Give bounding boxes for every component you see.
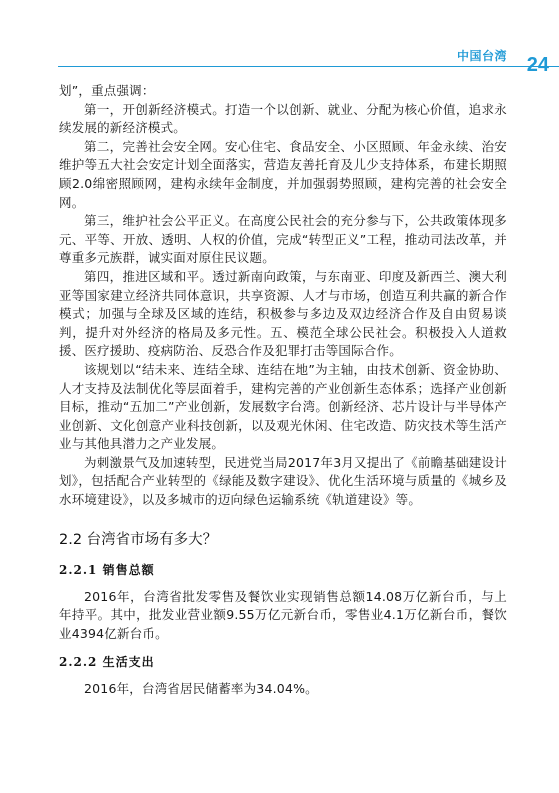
page-content	[59, 82, 507, 699]
paragraph: 第四，推进区域和平。透过新南向政策，与东南亚、印度及新西兰、澳大利亚等国家建立经济共同体意识，共享资源、人才与市场，创造互利共赢的新合作模式；加强与全球及区域的连结，积极参与多边及双边经济合作及自由贸易谈判，提升对外经济的格局及多元性。五、模范全球公民社会。积极投入人道救援、医疗援助、疫病防治、反恐合作及犯罪打击等国际合作。	[59, 268, 507, 359]
subsection-heading: 2.2.2 生活支出	[59, 655, 155, 670]
paragraph: 该规划以“结未来、连结全球、连结在地”为主轴，由技术创新、资金协助、人才支持及法制优化等层面着手，建构完善的产业创新生态体系；选择产业创新目标，推动“五加二”产业创新，发展数字台湾。创新经济、芯片设计与半导体产业创新、文化创意产业科技创新，以及观光休闲、住宅改造、防灾技术等生活产业与其他具潜力之产业发展。	[59, 361, 507, 452]
paragraph: 第一，开创新经济模式。打造一个以创新、就业、分配为核心价值，追求永续发展的新经济模式。	[59, 101, 507, 136]
header-section-label: 中国台湾	[456, 49, 507, 63]
paragraph: 划”，重点强调：	[59, 83, 155, 98]
section-heading: 2.2 台湾省市场有多大？	[59, 531, 218, 548]
page-number: 24	[526, 54, 549, 76]
body-paragraphs	[59, 82, 507, 510]
paragraph: 第二，完善社会安全网。安心住宅、食品安全、小区照顾、年金永续、治安维护等五大社会安定计划全面落实，营造友善托育及儿少支持体系，布建长期照顾2.0绵密照顾网，建构永续年金制度，并加强弱势照顾，建构完善的社会安全网。	[59, 138, 507, 210]
paragraph: 2016年，台湾省批发零售及餐饮业实现销售总额14.08万亿新台币，与上年持平。其中，批发业营业额9.55万亿元新台币，零售业4.1万亿新台币，餐饮业4394亿新台币。	[59, 588, 507, 641]
paragraph: 2016年，台湾省居民储蓄率为34.04%。	[84, 681, 318, 697]
paragraph: 为刺激景气及加速转型，民进党当局2017年3月又提出了《前瞻基础建设计划》，包括配合产业转型的《绿能及数字建设》、优化生活环境与质量的《城乡及水环境建设》，以及多城市的迈向绿色运输系统《轨道建设》等。	[59, 454, 507, 508]
paragraph: 第三，维护社会公平正义。在高度公民社会的充分参与下，公共政策体现多元、平等、开放、透明、人权的价值，完成“转型正义”工程，推动司法改革，并尊重多元族群，诚实面对原住民议题。	[59, 213, 507, 266]
subsection-heading: 2.2.1 销售总额	[59, 562, 155, 577]
header-rule	[58, 66, 559, 67]
